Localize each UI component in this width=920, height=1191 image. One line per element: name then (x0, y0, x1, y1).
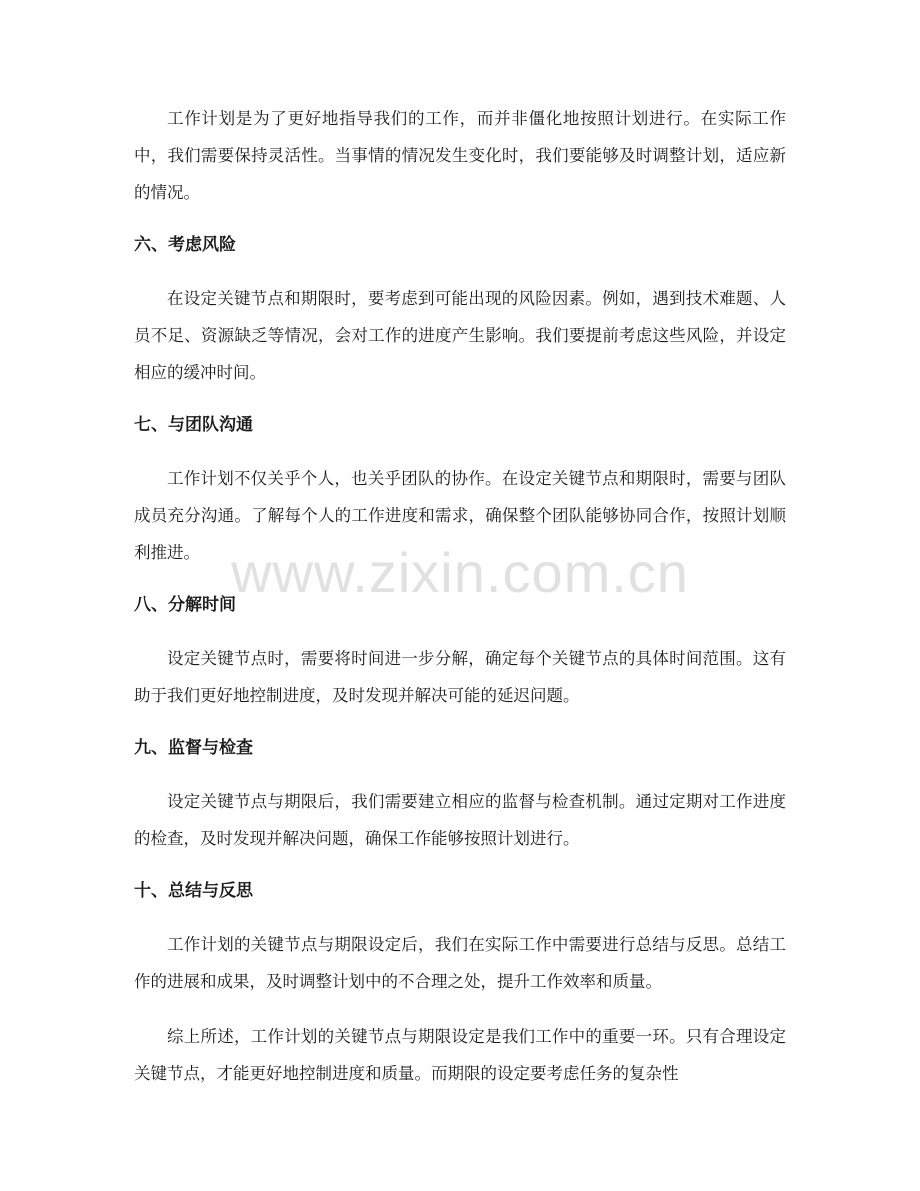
paragraph: 综上所述，工作计划的关键节点与期限设定是我们工作中的重要一环。只有合理设定关键节点，才能更好地控制进度和质量。而期限的设定要考虑任务的复杂性 (134, 1027, 786, 1083)
section-heading: 九、监督与检查 (134, 738, 253, 758)
section-heading: 六、考虑风险 (134, 235, 236, 255)
paragraph: 在设定关键节点和期限时，要考虑到可能出现的风险因素。例如，遇到技术难题、人员不足、资源缺乏等情况，会对工作的进度产生影响。我们要提前考虑这些风险，并设定相应的缓冲时间。 (134, 289, 786, 382)
section-heading: 七、与团队沟通 (134, 415, 253, 435)
paragraph: 设定关键节点时，需要将时间进一步分解，确定每个关键节点的具体时间范围。这有助于我们更好地控制进度，及时发现并解决可能的延迟问题。 (134, 649, 786, 705)
paragraph: 设定关键节点与期限后，我们需要建立相应的监督与检查机制。通过定期对工作进度的检查，及时发现并解决问题，确保工作能够按照计划进行。 (134, 792, 786, 848)
section-heading: 十、总结与反思 (134, 881, 253, 901)
paragraph: 工作计划不仅关乎个人，也关乎团队的协作。在设定关键节点和期限时，需要与团队成员充分沟通。了解每个人的工作进度和需求，确保整个团队能够协同合作，按照计划顺利推进。 (134, 469, 786, 562)
section-heading: 八、分解时间 (134, 595, 236, 615)
paragraph: 工作计划的关键节点与期限设定后，我们在实际工作中需要进行总结与反思。总结工作的进展和成果，及时调整计划中的不合理之处，提升工作效率和质量。 (134, 935, 786, 991)
paragraph: 工作计划是为了更好地指导我们的工作，而并非僵化地按照计划进行。在实际工作中，我们需要保持灵活性。当事情的情况发生变化时，我们要能够及时调整计划，适应新的情况。 (134, 109, 786, 202)
watermark: www.zixin.com.cn (231, 541, 689, 604)
document-body (134, 100, 786, 1092)
